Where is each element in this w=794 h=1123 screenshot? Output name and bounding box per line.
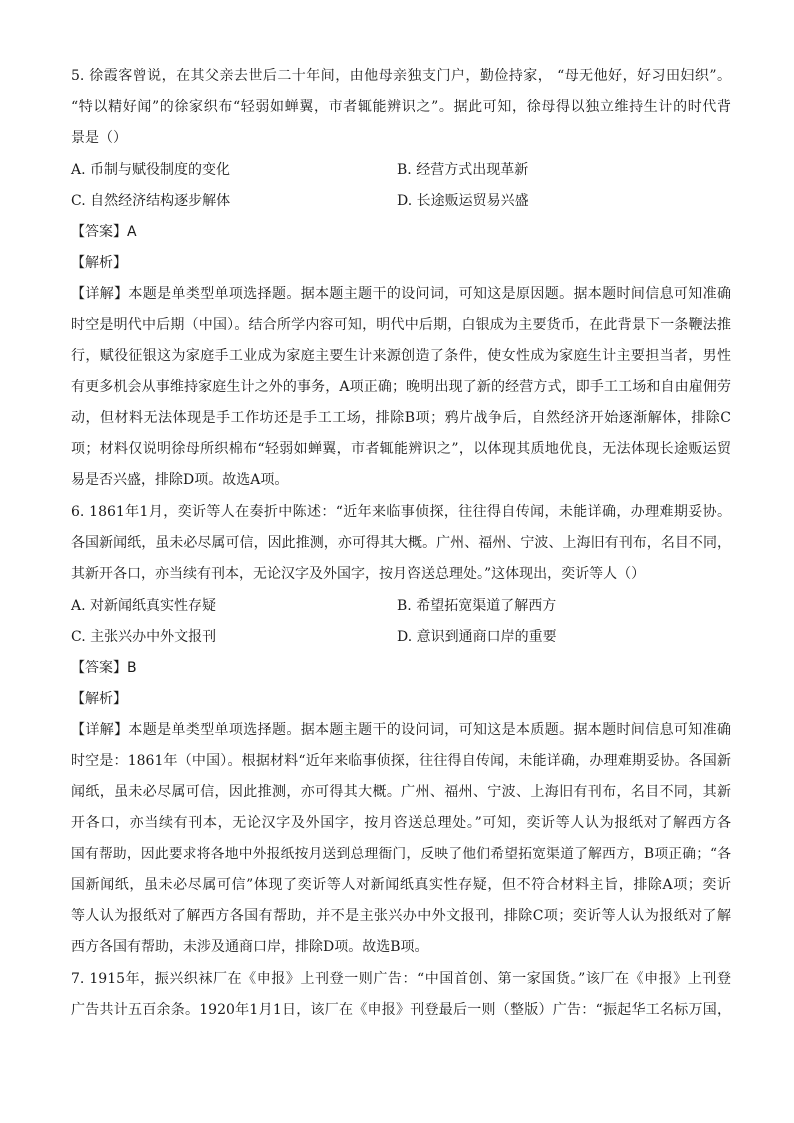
question-6-option-b: B. 希望拓宽渠道了解西方 [397,598,557,614]
question-6-answer: 【答案】B [71,660,137,676]
question-5-option-c: C. 自然经济结构逐步解体 [71,193,231,209]
question-6-detail-line-3: 闻纸，虽未必尽属可信，因此推测，亦可得其大概。广州、福州、宁波、上海旧有刊布，名目不同，其新 [71,784,731,800]
question-5-detail-line-1: 【详解】本题是单类型单项选择题。据本题主题干的设问词，可知这是原因题。据本题时间信息可知准确 [71,286,731,302]
question-6-detail-line-8: 西方各国有帮助，未涉及通商口岸，排除D项。故选B项。 [71,939,429,955]
question-5-option-d: D. 长途贩运贸易兴盛 [397,193,529,209]
question-5-detail-line-2: 时空是明代中后期（中国）。结合所学内容可知，明代中后期，白银成为主要货币，在此背景下一条鞭法推 [71,317,731,333]
question-6-option-c: C. 主张兴办中外文报刊 [71,629,217,645]
question-5-option-a: A. 币制与赋役制度的变化 [71,162,231,178]
question-5-analysis-label: 【解析】 [71,255,127,271]
question-6-detail-line-2: 时空是：1861年（中国）。根据材料“近年来临事侦探，往往得自传闻，未能详确，办理难期妥协。各国新 [71,753,731,769]
question-5-stem-line-3: 景是（） [71,130,127,146]
question-6-analysis-label: 【解析】 [71,691,127,707]
question-5-detail-line-6: 项；材料仅说明徐母所织棉布“轻弱如蝉翼，市者辄能辨识之”，以体现其质地优良，无法体现长途贩运贸 [71,441,731,457]
question-5-detail-line-4: 有更多机会从事维持家庭生计之外的事务，A项正确；晚明出现了新的经营方式，即手工工场和自由雇佣劳 [71,379,731,395]
question-6-stem-line-2: 各国新闻纸，虽未必尽属可信，因此推测，亦可得其大概。广州、福州、宁波、上海旧有刊布，名目不同， [71,535,731,551]
question-6-stem-line-1: 6. 1861年1月，奕䜣等人在奏折中陈述：“近年来临事侦探，往往得自传闻，未能详确，办理难期妥协。 [71,504,731,520]
question-5-stem-line-1: 5. 徐霞客曾说，在其父亲去世后二十年间，由他母亲独支门户，勤俭持家， “母无他好，好习田妇织”。 [71,68,731,84]
question-5-detail-line-3: 行，赋役征银这为家庭手工业成为家庭主要生计来源创造了条件，使女性成为家庭生计主要担当者，男性 [71,348,731,364]
question-5-option-b: B. 经营方式出现革新 [397,162,529,178]
question-5-stem-line-2: “特以精好闻”的徐家织布“轻弱如蝉翼，市者辄能辨识之”。据此可知，徐母得以独立维持生计的时代背 [71,99,731,115]
question-6-option-d: D. 意识到通商口岸的重要 [397,629,557,645]
question-6-option-a: A. 对新闻纸真实性存疑 [71,598,217,614]
question-6-detail-line-4: 开各口，亦当续有刊本，无论汉字及外国字，按月咨送总理处。”可知，奕䜣等人认为报纸对了解西方各 [71,815,731,831]
question-7-stem-line-1: 7. 1915年，振兴织袜厂在《申报》上刊登一则广告：“中国首创、第一家国货。”该厂在《申报》上刊登 [71,971,731,987]
question-6-detail-line-7: 等人认为报纸对了解西方各国有帮助，并不是主张兴办中外文报刊，排除C项；奕䜣等人认为报纸对了解 [71,908,731,924]
question-6-detail-line-6: 国新闻纸，虽未必尽属可信”体现了奕䜣等人对新闻纸真实性存疑，但不符合材料主旨，排除A项；奕䜣 [71,877,731,893]
question-5-detail-line-5: 动，但材料无法体现是手工作坊还是手工工场，排除B项；鸦片战争后，自然经济开始逐渐解体，排除C [71,410,731,426]
question-6-detail-line-1: 【详解】本题是单类型单项选择题。据本题主题干的设问词，可知这是本质题。据本题时间信息可知准确 [71,722,731,738]
question-5-answer: 【答案】A [71,224,137,240]
question-6-stem-line-3: 其新开各口，亦当续有刊本，无论汉字及外国字，按月咨送总理处。”这体现出，奕䜣等人（） [71,566,646,582]
question-7-stem-line-2: 广告共计五百余条。1920年1月1日，该厂在《申报》刊登最后一则（整版）广告：“振起华工名标万国， [71,1002,731,1018]
question-5-detail-line-7: 易是否兴盛，排除D项。故选A项。 [71,472,289,488]
question-6-detail-line-5: 国有帮助，因此要求将各地中外报纸按月送到总理衙门，反映了他们希望拓宽渠道了解西方，B项正确；“各 [71,846,731,862]
